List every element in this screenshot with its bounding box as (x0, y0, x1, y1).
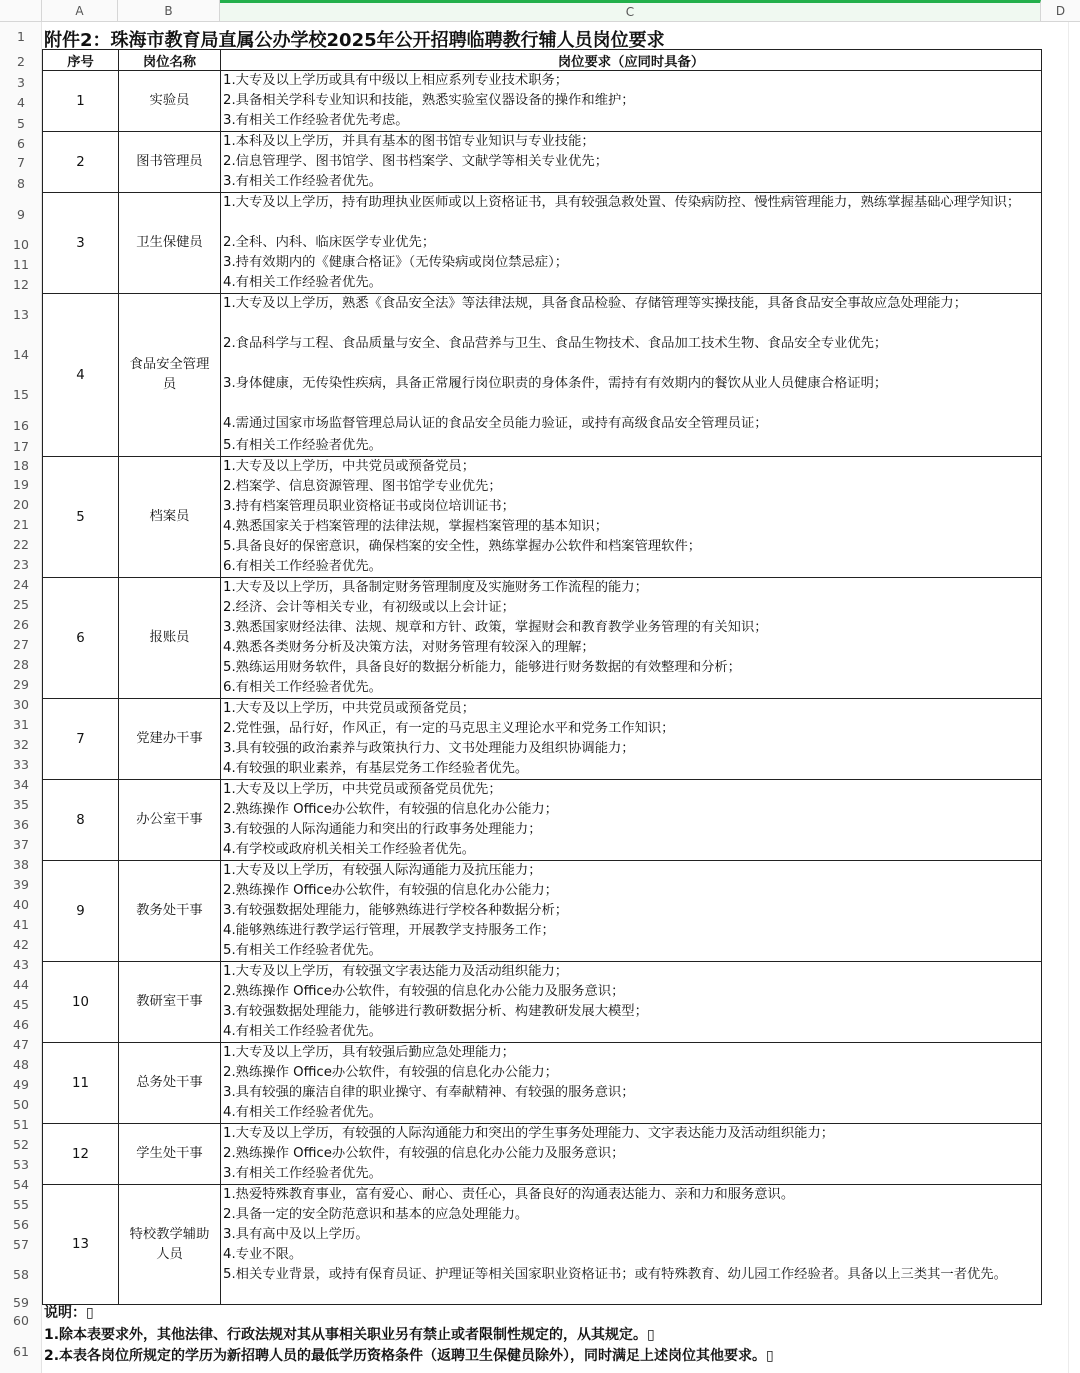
row-number[interactable]: 8 (17, 175, 25, 191)
cell-requirements[interactable] (221, 578, 1042, 699)
position-name-text: 图书管理员 (136, 154, 203, 169)
table-row (43, 294, 1042, 457)
row-number[interactable]: 61 (13, 1344, 29, 1359)
requirement-line: 2.经济、会计等相关专业，有初级或以上会计证； (223, 600, 515, 615)
position-name-text: 教研室干事 (136, 994, 203, 1009)
requirement-line: 3.持有效期内的《健康合格证》（无传染病或岗位禁忌症）； (223, 255, 569, 270)
cell-requirements[interactable] (221, 699, 1042, 780)
table-row (43, 962, 1042, 1043)
requirement-line: 3.有较强数据处理能力，能够进行教研数据分析、构建教研发展大模型； (223, 1004, 648, 1019)
header-position[interactable]: 岗位名称 (119, 50, 221, 71)
sheet-title[interactable]: 附件2：珠海市教育局直属公办学校2025年公开招聘临聘教行辅人员岗位要求 (44, 30, 665, 51)
cell-no[interactable]: 4 (43, 294, 119, 457)
table-row (43, 1185, 1042, 1305)
row-number[interactable]: 46 (13, 1016, 29, 1032)
requirement-line: 1.大专及以上学历，持有助理执业医师或以上资格证书，具有较强急救处置、传染病防控、慢性病管理能力，熟练掌握基础心理学知识； (223, 195, 1021, 210)
requirement-line: 1.大专及以上学历，有较强文字表达能力及活动组织能力； (223, 964, 569, 979)
row-number[interactable]: 29 (13, 676, 29, 692)
column-header-d[interactable]: D (1041, 0, 1080, 22)
row-number[interactable]: 47 (13, 1036, 29, 1052)
cell-requirements[interactable] (221, 1043, 1042, 1124)
requirement-line: 3.身体健康，无传染性疾病，具备正常履行岗位职责的身体条件，需持有有效期内的餐饮从业人员健康合格证明； (223, 376, 888, 391)
table-row (43, 457, 1042, 578)
column-header-a[interactable]: A (42, 0, 118, 22)
cell-no[interactable]: 1 (43, 71, 119, 132)
cell-requirements[interactable] (221, 132, 1042, 193)
row-number[interactable]: 50 (13, 1096, 29, 1112)
requirement-line: 3.持有档案管理员职业资格证书或岗位培训证书； (223, 499, 515, 514)
column-header-c[interactable]: C (220, 0, 1041, 22)
cell-requirements[interactable] (221, 1124, 1042, 1185)
row-number[interactable]: 25 (13, 596, 29, 612)
cell-requirements[interactable] (221, 780, 1042, 861)
cell-position-name[interactable] (119, 578, 221, 699)
cell-no[interactable]: 8 (43, 780, 119, 861)
cell-position-name[interactable] (119, 132, 221, 193)
cell-position-name[interactable] (119, 1185, 221, 1305)
requirement-line: 4.有学校或政府机关相关工作经验者优先。 (223, 842, 476, 857)
row-number[interactable]: 45 (13, 996, 29, 1012)
row-number[interactable]: 7 (17, 154, 25, 170)
requirement-line: 2.具备一定的安全防范意识和基本的应急处理能力。 (223, 1207, 529, 1222)
row-number[interactable]: 14 (13, 346, 29, 362)
requirement-line: 4.需通过国家市场监督管理总局认证的食品安全员能力验证，或持有高级食品安全管理员证； (223, 416, 768, 431)
requirement-line: 5.具备良好的保密意识，确保档案的安全性，熟练掌握办公软件和档案管理软件； (223, 539, 702, 554)
requirement-line: 2.全科、内科、临床医学专业优先； (223, 235, 436, 250)
requirement-line: 4.有相关工作经验者优先。 (223, 275, 382, 290)
position-name-text: 教务处干事 (136, 903, 203, 918)
row-number[interactable]: 34 (13, 776, 29, 792)
position-name-text: 员 (162, 377, 177, 392)
column-guide (1068, 22, 1069, 1373)
cell-no[interactable]: 3 (43, 193, 119, 294)
cell-position-name[interactable] (119, 457, 221, 578)
row-number[interactable]: 44 (13, 976, 29, 992)
row-number[interactable]: 60 (13, 1312, 29, 1328)
cell-position-name[interactable] (119, 962, 221, 1043)
requirement-line: 2.档案学、信息资源管理、图书馆学专业优先； (223, 479, 502, 494)
row-number[interactable]: 41 (13, 916, 29, 932)
requirement-line: 3.具有较强的廉洁自律的职业操守、有奉献精神、有较强的服务意识； (223, 1085, 635, 1100)
table-row (43, 861, 1042, 962)
row-number[interactable]: 48 (13, 1056, 29, 1072)
row-number[interactable]: 36 (13, 816, 29, 832)
notes-label[interactable]: 说明：▯ (44, 1305, 94, 1321)
table-row (43, 71, 1042, 132)
row-number[interactable]: 52 (13, 1136, 29, 1152)
row-number[interactable]: 49 (13, 1076, 29, 1092)
row-number[interactable]: 5 (17, 115, 25, 131)
requirement-line: 5.熟练运用财务软件，具备良好的数据分析能力，能够进行财务数据的有效整理和分析； (223, 660, 741, 675)
cell-position-name[interactable] (119, 1124, 221, 1185)
requirement-line: 3.具有高中及以上学历。 (223, 1227, 369, 1242)
table-row (43, 1043, 1042, 1124)
cell-position-name[interactable] (119, 294, 221, 457)
cell-no[interactable]: 5 (43, 457, 119, 578)
cell-no[interactable]: 11 (43, 1043, 119, 1124)
row-number[interactable]: 58 (13, 1266, 29, 1282)
requirement-line: 1.大专及以上学历或具有中级以上相应系列专业技术职务； (223, 73, 569, 88)
requirement-line: 3.熟悉国家财经法律、法规、规章和方针、政策，掌握财会和教育教学业务管理的有关知识； (223, 620, 768, 635)
row-number[interactable]: 13 (13, 306, 29, 322)
position-requirements-table (42, 49, 1042, 1305)
requirement-line: 1.大专及以上学历，具有较强后勤应急处理能力； (223, 1045, 515, 1060)
row-number[interactable]: 33 (13, 756, 29, 772)
cell-position-name[interactable] (119, 193, 221, 294)
row-number[interactable]: 57 (13, 1236, 29, 1252)
requirement-line: 2.食品科学与工程、食品质量与安全、食品营养与卫生、食品生物技术、食品加工技术生物、食品安全专业优先； (223, 336, 888, 351)
row-number[interactable]: 1 (17, 28, 25, 44)
row-number[interactable]: 30 (13, 696, 29, 712)
cell-requirements[interactable] (221, 861, 1042, 962)
row-number[interactable]: 28 (13, 656, 29, 672)
requirement-line: 1.热爱特殊教育事业，富有爱心、耐心、责任心，具备良好的沟通表达能力、亲和力和服务意识。 (223, 1187, 795, 1202)
table-row (43, 578, 1042, 699)
requirement-line: 4.熟悉各类财务分析及决策方法，对财务管理有较深入的理解； (223, 640, 595, 655)
row-number[interactable]: 11 (13, 256, 29, 272)
cell-position-name[interactable] (119, 699, 221, 780)
requirement-line: 1.大专及以上学历，中共党员或预备党员； (223, 701, 476, 716)
requirement-line: 2.具备相关学科专业知识和技能，熟悉实验室仪器设备的操作和维护； (223, 93, 635, 108)
cell-no[interactable]: 13 (43, 1185, 119, 1305)
table-row (43, 699, 1042, 780)
row-number[interactable]: 3 (17, 74, 25, 90)
cell-position-name[interactable] (119, 1043, 221, 1124)
row-number[interactable]: 24 (13, 576, 29, 592)
position-name-text: 档案员 (149, 509, 190, 524)
requirement-line: 4.专业不限。 (223, 1247, 303, 1262)
requirement-line: 4.有相关工作经验者优先。 (223, 1105, 382, 1120)
position-name-text: 人员 (156, 1246, 183, 1262)
table-row (43, 132, 1042, 193)
requirement-line: 4.有较强的职业素养，有基层党务工作经验者优先。 (223, 761, 529, 776)
requirement-line: 2.熟练操作 Office办公软件，有较强的信息化办公能力； (223, 883, 558, 898)
requirement-line: 3.有较强数据处理能力，能够熟练进行学校各种数据分析； (223, 903, 569, 918)
row-number[interactable]: 6 (17, 135, 25, 151)
position-name-text: 总务处干事 (136, 1075, 203, 1090)
row-number[interactable]: 4 (17, 94, 25, 110)
row-number[interactable]: 26 (13, 616, 29, 632)
requirement-line: 3.有相关工作经验者优先。 (223, 1166, 382, 1181)
position-name-text: 卫生保健员 (136, 235, 203, 250)
requirement-line: 5.相关专业背景，或持有保育员证、护理证等相关国家职业资格证书；或有特殊教育、幼儿园工作经验者。具备以上三类其一者优先。 (223, 1267, 1007, 1282)
position-name-text: 学生处干事 (136, 1146, 203, 1161)
requirement-line: 5.有相关工作经验者优先。 (223, 943, 382, 958)
requirement-line: 5.有相关工作经验者优先。 (223, 438, 382, 453)
row-number[interactable]: 37 (13, 836, 29, 852)
row-number[interactable]: 56 (13, 1216, 29, 1232)
note-2[interactable]: 2.本表各岗位所规定的学历为新招聘人员的最低学历资格条件（返聘卫生保健员除外），同时满足上述岗位其他要求。▯ (44, 1348, 774, 1364)
row-number[interactable]: 21 (13, 516, 29, 532)
requirement-line: 3.有较强的人际沟通能力和突出的行政事务处理能力； (223, 822, 542, 837)
row-number[interactable]: 16 (13, 417, 29, 433)
row-number[interactable]: 9 (17, 206, 25, 222)
cell-requirements[interactable] (221, 1185, 1042, 1305)
row-number[interactable]: 53 (13, 1156, 29, 1172)
position-name-text: 报账员 (149, 630, 190, 645)
header-no[interactable]: 序号 (43, 50, 119, 71)
row-number[interactable]: 20 (13, 496, 29, 512)
position-name-text: 食品安全管理 (129, 357, 210, 372)
requirement-line: 4.能够熟练进行教学运行管理，开展教学支持服务工作； (223, 923, 555, 938)
position-name-text: 办公室干事 (136, 812, 203, 827)
requirement-line: 6.有相关工作经验者优先。 (223, 559, 382, 574)
cell-requirements[interactable] (221, 71, 1042, 132)
row-number[interactable]: 59 (13, 1294, 29, 1310)
requirement-line: 6.有相关工作经验者优先。 (223, 680, 382, 695)
cell-no[interactable]: 6 (43, 578, 119, 699)
requirement-line: 2.熟练操作 Office办公软件，有较强的信息化办公能力； (223, 802, 558, 817)
requirement-line: 1.大专及以上学历，熟悉《食品安全法》等法律法规，具备食品检验、存储管理等实操技能，具备食品安全事故应急处理能力； (223, 296, 968, 311)
requirement-line: 2.熟练操作 Office办公软件，有较强的信息化办公能力及服务意识； (223, 984, 625, 999)
requirement-line: 4.熟悉国家关于档案管理的法律法规，掌握档案管理的基本知识； (223, 519, 608, 534)
row-number[interactable]: 40 (13, 896, 29, 912)
requirement-line: 2.党性强，品行好，作风正，有一定的马克思主义理论水平和党务工作知识； (223, 721, 675, 736)
row-number[interactable]: 27 (13, 636, 29, 652)
requirement-line: 1.大专及以上学历，有较强人际沟通能力及抗压能力； (223, 863, 542, 878)
table-header-row (43, 50, 1042, 71)
requirement-line: 2.熟练操作 Office办公软件，有较强的信息化办公能力； (223, 1065, 558, 1080)
requirement-line: 3.有相关工作经验者优先考虑。 (223, 113, 409, 128)
requirement-line: 3.具有较强的政治素养与政策执行力、文书处理能力及组织协调能力； (223, 741, 635, 756)
requirement-line: 2.熟练操作 Office办公软件，有较强的信息化办公能力及服务意识； (223, 1146, 625, 1161)
row-number[interactable]: 54 (13, 1176, 29, 1192)
select-all-corner[interactable] (0, 0, 42, 22)
cell-no[interactable]: 12 (43, 1124, 119, 1185)
position-name-text: 党建办干事 (136, 731, 203, 746)
cell-requirements[interactable] (221, 193, 1042, 294)
table-row (43, 1124, 1042, 1185)
row-number[interactable]: 42 (13, 936, 29, 952)
row-number[interactable]: 39 (13, 876, 29, 892)
cell-requirements[interactable] (221, 457, 1042, 578)
note-1[interactable]: 1.除本表要求外，其他法律、行政法规对其从事相关职业另有禁止或者限制性规定的，从其规定。▯ (44, 1327, 655, 1343)
cell-no[interactable]: 2 (43, 132, 119, 193)
row-number[interactable]: 10 (13, 236, 29, 252)
row-number[interactable]: 35 (13, 796, 29, 812)
cell-no[interactable]: 7 (43, 699, 119, 780)
cell-position-name[interactable] (119, 71, 221, 132)
requirement-line: 4.有相关工作经验者优先。 (223, 1024, 382, 1039)
row-number[interactable]: 22 (13, 536, 29, 552)
row-number[interactable]: 51 (13, 1116, 29, 1132)
header-requirements[interactable]: 岗位要求（应同时具备） (221, 50, 1042, 71)
cell-requirements[interactable] (221, 294, 1042, 457)
requirement-line: 1.大专及以上学历，中共党员或预备党员优先； (223, 782, 502, 797)
row-number[interactable]: 31 (13, 716, 29, 732)
table-row (43, 193, 1042, 294)
cell-position-name[interactable] (119, 780, 221, 861)
cell-no[interactable]: 10 (43, 962, 119, 1043)
row-number[interactable]: 55 (13, 1196, 29, 1212)
row-number[interactable]: 12 (13, 276, 29, 292)
row-number[interactable]: 17 (13, 438, 29, 454)
row-number[interactable]: 38 (13, 856, 29, 872)
row-number[interactable]: 23 (13, 556, 29, 572)
column-header-b[interactable]: B (118, 0, 220, 22)
cell-requirements[interactable] (221, 962, 1042, 1043)
row-number[interactable]: 43 (13, 956, 29, 972)
requirement-line: 1.大专及以上学历，中共党员或预备党员； (223, 459, 476, 474)
requirement-line: 2.信息管理学、图书馆学、图书档案学、文献学等相关专业优先； (223, 154, 608, 169)
row-number[interactable]: 19 (13, 476, 29, 492)
position-name-text: 特校教学辅助 (129, 1226, 210, 1242)
row-number[interactable]: 18 (13, 457, 29, 473)
row-number[interactable]: 2 (17, 53, 25, 69)
cell-no[interactable]: 9 (43, 861, 119, 962)
requirement-line: 3.有相关工作经验者优先。 (223, 174, 382, 189)
requirement-line: 1.大专及以上学历，有较强的人际沟通能力和突出的学生事务处理能力、文字表达能力及活动组织能力； (223, 1126, 835, 1141)
requirement-line: 1.本科及以上学历，并具有基本的图书馆专业知识与专业技能； (223, 134, 595, 149)
row-number[interactable]: 15 (13, 386, 29, 402)
position-name-text: 实验员 (149, 93, 190, 108)
cell-position-name[interactable] (119, 861, 221, 962)
table-row (43, 780, 1042, 861)
requirement-line: 1.大专及以上学历，具备制定财务管理制度及实施财务工作流程的能力； (223, 580, 648, 595)
row-number[interactable]: 32 (13, 736, 29, 752)
